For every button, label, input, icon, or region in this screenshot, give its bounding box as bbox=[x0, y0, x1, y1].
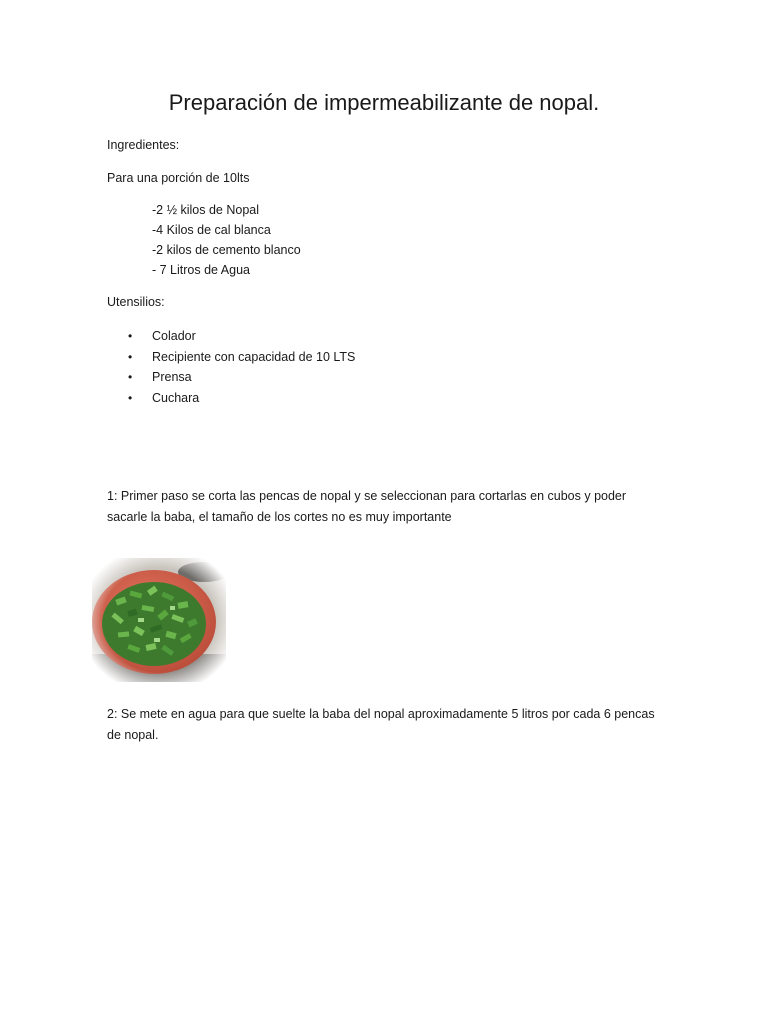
document-title: Preparación de impermeabilizante de nopal. bbox=[168, 90, 600, 115]
ingredient-item: -2 kilos de cemento blanco bbox=[152, 243, 301, 257]
bullet-icon: • bbox=[128, 391, 133, 406]
utensil-label: Cuchara bbox=[152, 391, 200, 406]
utensil-item bbox=[128, 367, 355, 388]
utensil-item bbox=[128, 326, 355, 347]
utensil-label: Colador bbox=[152, 329, 196, 343]
nopal-basin-photo bbox=[92, 558, 226, 682]
photo-vignette bbox=[92, 558, 226, 682]
step-1-text: 1: Primer paso se corta las pencas de nopal y se seleccionan para cortarlas en cubos y poder sacarle la baba, el tamaño de los cortes no es muy importante bbox=[107, 489, 627, 524]
utensils-list bbox=[128, 326, 355, 409]
utensil-label: Prensa bbox=[152, 370, 192, 385]
step-2-text: 2: Se mete en agua para que suelte la baba del nopal aproximadamente 5 litros por cada 6 pencas de nopal. bbox=[107, 707, 655, 742]
bullet-icon: • bbox=[128, 349, 133, 364]
bullet-icon: • bbox=[128, 370, 133, 385]
ingredient-item: - 7 Litros de Agua bbox=[152, 263, 250, 277]
utensil-item bbox=[128, 388, 355, 409]
ingredient-item: -4 Kilos de cal blanca bbox=[152, 223, 271, 237]
portion-text: Para una porción de 10lts bbox=[107, 171, 250, 185]
utensils-heading: Utensilios: bbox=[107, 295, 165, 309]
utensil-label: Recipiente con capacidad de 10 LTS bbox=[152, 349, 356, 364]
bullet-icon: • bbox=[128, 329, 133, 343]
utensil-item bbox=[128, 347, 355, 368]
ingredient-item: -2 ½ kilos de Nopal bbox=[152, 203, 260, 217]
ingredients-list bbox=[152, 200, 301, 280]
ingredients-heading: Ingredientes: bbox=[107, 138, 180, 152]
